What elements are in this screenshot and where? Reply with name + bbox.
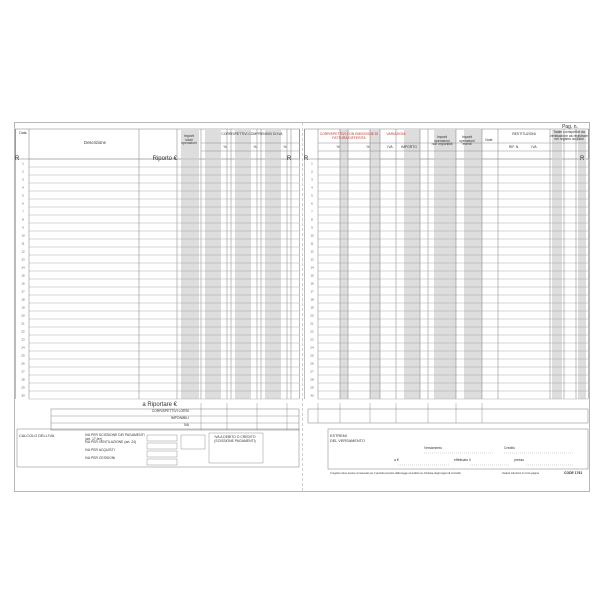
row-number: 25 bbox=[310, 353, 314, 358]
shaded-column bbox=[578, 129, 586, 399]
row-number: 7 bbox=[22, 209, 24, 214]
calcolo-line-4: IVA PER CESSIONI bbox=[85, 456, 116, 460]
row-number: 3 bbox=[22, 177, 24, 182]
row-number: 19 bbox=[21, 305, 25, 310]
row-number: 13 bbox=[21, 257, 25, 262]
col-description-label: Descrizione bbox=[84, 140, 106, 145]
sub-pct-3: % bbox=[283, 145, 287, 149]
row-number: 8 bbox=[22, 217, 24, 222]
row-number: 15 bbox=[310, 273, 314, 278]
calcolo-line-2: IVA PER VENTILAZIONE (art. 24) bbox=[85, 440, 137, 444]
row-number: 21 bbox=[310, 321, 314, 326]
row-number: 2 bbox=[22, 169, 24, 174]
header-esenti: Importi operazioni esenti bbox=[459, 135, 475, 147]
row-number: 26 bbox=[21, 361, 25, 366]
row-number: 10 bbox=[310, 233, 314, 238]
summary-iva: IVA bbox=[183, 423, 189, 427]
row-number: 4 bbox=[311, 185, 313, 190]
row-number: 13 bbox=[310, 257, 314, 262]
right-page bbox=[304, 123, 589, 491]
calcolo-title: CALCOLO DELL'IVA bbox=[19, 434, 55, 438]
calcolo-line-3: IVA PER ACQUISTI bbox=[85, 448, 115, 452]
shaded-column bbox=[235, 129, 251, 399]
summary-box bbox=[308, 409, 588, 423]
row-number: 17 bbox=[21, 289, 25, 294]
row-number: 4 bbox=[22, 185, 24, 190]
footer-note-left: Il registro deve essere conservato per il periodo previsto dalla legge ed esibito su richiesta degli organi di controllo bbox=[330, 472, 461, 475]
page-gutter bbox=[302, 123, 303, 491]
row-number: 24 bbox=[21, 345, 25, 350]
sub-label-pct-1: % bbox=[336, 145, 340, 149]
estremi-credito-label: Credito bbox=[504, 446, 515, 450]
row-number: 8 bbox=[311, 217, 313, 222]
shaded-column bbox=[265, 129, 281, 399]
sub-label-importo: IMPORTO bbox=[401, 145, 417, 149]
row-number: 17 bbox=[310, 289, 314, 294]
sub-label-pct-2: % bbox=[366, 145, 370, 149]
estremi-title: ESTREMI bbox=[330, 434, 347, 438]
calcolo-cell bbox=[147, 451, 177, 457]
estremi-importo-label: a € bbox=[394, 458, 399, 462]
col-importi-label: Importi totali operazioni bbox=[181, 134, 197, 146]
riporto-label: Riporto € bbox=[152, 156, 177, 162]
row-number: 6 bbox=[311, 201, 313, 206]
header-variazioni: VARIAZIONI bbox=[386, 132, 406, 136]
row-number: 27 bbox=[310, 369, 314, 374]
shaded-column bbox=[370, 129, 380, 399]
estremi-subtitle: DEL VERSAMENTO bbox=[330, 439, 365, 443]
shaded-column bbox=[340, 129, 348, 399]
row-number: 11 bbox=[310, 241, 314, 246]
row-number: 19 bbox=[310, 305, 314, 310]
row-number: 15 bbox=[21, 273, 25, 278]
row-number: 28 bbox=[310, 377, 314, 382]
row-number: 23 bbox=[310, 337, 314, 342]
row-number: 29 bbox=[21, 385, 25, 390]
row-number: 28 bbox=[21, 377, 25, 382]
row-letter-right: R bbox=[287, 156, 292, 162]
iva-debito-credito-label: IVA A DEBITO O CREDITO (SCISSIONE PAGAMENTI) bbox=[214, 435, 256, 443]
row-number: 5 bbox=[311, 193, 313, 198]
row-number: 16 bbox=[21, 281, 25, 286]
estremi-data-label: effettuato il bbox=[454, 458, 471, 462]
row-number: 29 bbox=[310, 385, 314, 390]
header-note: Note bbox=[485, 138, 493, 142]
calcolo-cell bbox=[147, 435, 177, 441]
row-number: 27 bbox=[21, 369, 25, 374]
row-number: 30 bbox=[310, 393, 314, 398]
calcolo-cell bbox=[147, 459, 177, 465]
footer-note-right: Vedere istruzioni in terza pagina bbox=[502, 472, 539, 475]
shaded-column bbox=[552, 129, 562, 399]
row-number: 30 bbox=[21, 393, 25, 398]
row-number: 14 bbox=[21, 265, 25, 270]
row-number: 22 bbox=[310, 329, 314, 334]
row-number: 3 bbox=[311, 177, 313, 182]
calcolo-cell bbox=[181, 435, 205, 449]
calcolo-cell bbox=[147, 443, 177, 449]
header-restituzioni: RESTITUZIONI bbox=[512, 132, 536, 136]
row-number: 22 bbox=[21, 329, 25, 334]
row-number: 9 bbox=[22, 225, 24, 230]
calcolo-box bbox=[17, 429, 299, 467]
header-corrispettivi-label: CORRISPETTIVI COMPRENSIVI DI IVA bbox=[221, 132, 283, 136]
right-row-letter-left: R bbox=[304, 156, 309, 162]
row-number: 20 bbox=[21, 313, 25, 318]
sub-pct-1: % bbox=[223, 145, 227, 149]
header-ventilazione: Totale corrispettivi da ventilazione da registrare nel registro acquisti bbox=[550, 130, 588, 142]
estremi-presso-label: presso bbox=[514, 458, 525, 462]
row-number: 12 bbox=[310, 249, 314, 254]
row-number: 14 bbox=[310, 265, 314, 270]
row-number: 26 bbox=[310, 361, 314, 366]
summary-imponibili: IMPONIBILI bbox=[170, 416, 189, 420]
row-number: 18 bbox=[310, 297, 314, 302]
shaded-column bbox=[464, 129, 482, 399]
summary-corrispettivi: CORRISPETTIVI LORDI bbox=[151, 409, 189, 413]
header-fattura-differita: CORRISPETTIVI CON EMISSIONE DI FATTURA DIFFERITA bbox=[319, 132, 379, 140]
row-number: 9 bbox=[311, 225, 313, 230]
row-number: 6 bbox=[22, 201, 24, 206]
row-number: 11 bbox=[21, 241, 25, 246]
row-number: 20 bbox=[310, 313, 314, 318]
left-page bbox=[15, 123, 300, 491]
shaded-column bbox=[205, 129, 221, 399]
calcolo-line-1: IVA PER SCISSIONE DEI PAGAMENTI (art. 17-ter) bbox=[85, 433, 145, 441]
row-letter-left: R bbox=[15, 156, 20, 162]
restituzioni-iva: IVA bbox=[531, 145, 537, 149]
register-spread bbox=[14, 122, 590, 492]
a-riportare-label: a Riportare € bbox=[142, 402, 177, 408]
restituzioni-rif: RIF. N. bbox=[508, 145, 520, 149]
sub-pct-2: % bbox=[253, 145, 257, 149]
row-number: 24 bbox=[310, 345, 314, 350]
shaded-column bbox=[434, 129, 456, 399]
right-row-letter-right: R bbox=[580, 156, 585, 162]
brand-code: CODE 1761 bbox=[564, 471, 583, 475]
page-number-label: Pag. n. bbox=[562, 124, 578, 130]
row-number: 23 bbox=[21, 337, 25, 342]
shaded-column bbox=[404, 129, 420, 399]
estremi-versamento-label: Versamento bbox=[424, 446, 443, 450]
row-number: 1 bbox=[22, 161, 24, 166]
col-date-label: Data bbox=[19, 131, 27, 135]
shaded-column bbox=[181, 129, 199, 399]
row-number: 12 bbox=[21, 249, 25, 254]
sub-label-iva-1: IVA bbox=[387, 145, 393, 149]
row-number: 25 bbox=[21, 353, 25, 358]
row-number: 18 bbox=[21, 297, 25, 302]
estremi-box bbox=[328, 429, 588, 469]
row-number: 2 bbox=[311, 169, 313, 174]
row-number: 16 bbox=[310, 281, 314, 286]
header-non-imponibili: Importi operazioni non imponibili bbox=[431, 135, 453, 147]
row-number: 10 bbox=[21, 233, 25, 238]
row-number: 21 bbox=[21, 321, 25, 326]
row-number: 1 bbox=[311, 161, 313, 166]
row-number: 7 bbox=[311, 209, 313, 214]
row-number: 5 bbox=[22, 193, 24, 198]
